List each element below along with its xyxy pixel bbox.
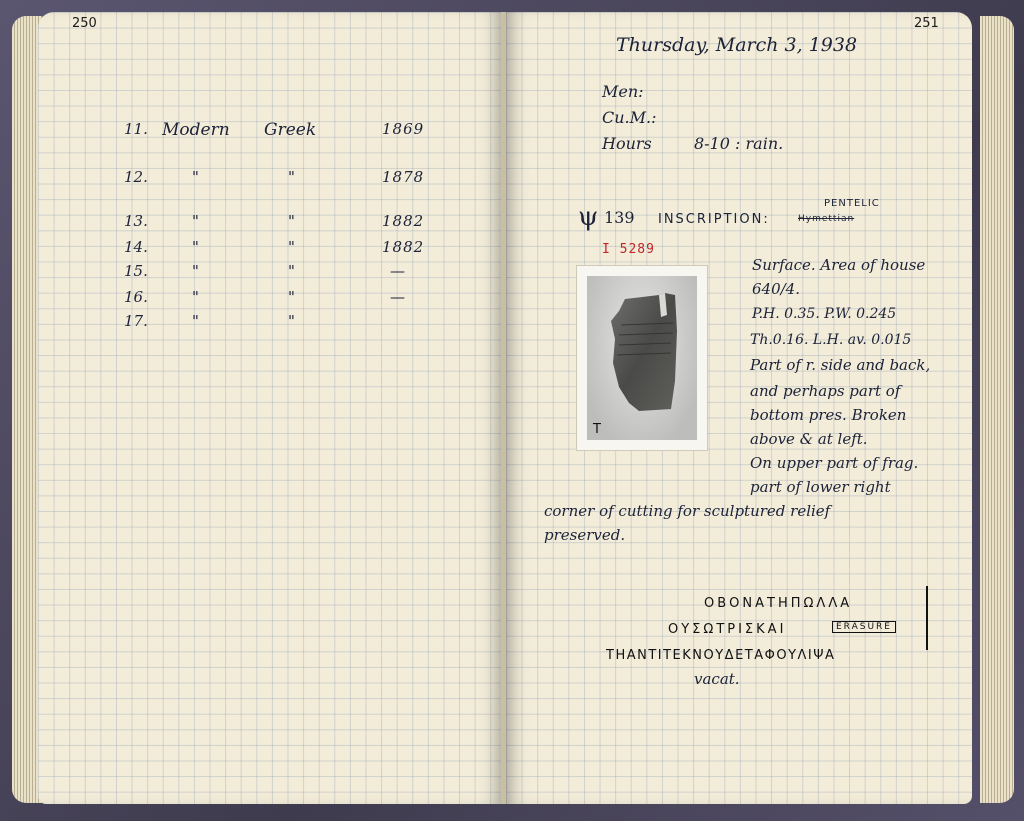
ditto-mark: " bbox=[288, 262, 295, 280]
material: PENTELIC bbox=[824, 198, 880, 209]
vacat-note: vacat. bbox=[694, 670, 740, 688]
row-number: 13. bbox=[124, 212, 148, 230]
ditto-mark: " bbox=[192, 168, 199, 186]
row-number: 12. bbox=[124, 168, 148, 186]
row-name-2: Greek bbox=[264, 120, 317, 140]
psi-symbol: ψ bbox=[578, 202, 599, 232]
description-line: 640/4. bbox=[752, 280, 800, 298]
ditto-mark: " bbox=[192, 262, 199, 280]
ditto-mark: " bbox=[288, 238, 295, 256]
row-number: 16. bbox=[124, 288, 148, 306]
description-line: bottom pres. Broken bbox=[750, 406, 907, 424]
page-number-left: 250 bbox=[72, 16, 97, 31]
ditto-mark: " bbox=[288, 168, 295, 186]
description-line: P.H. 0.35. P.W. 0.245 bbox=[752, 306, 897, 322]
stone-fragment-icon bbox=[609, 291, 679, 413]
description-line: and perhaps part of bbox=[750, 382, 901, 400]
hours-value: 8-10 : rain. bbox=[694, 134, 784, 153]
inventory-number: I 5289 bbox=[602, 242, 655, 257]
hours-label: Hours bbox=[602, 134, 652, 153]
table-row bbox=[38, 262, 502, 286]
description-line: above & at left. bbox=[750, 430, 868, 448]
ditto-mark: " bbox=[192, 312, 199, 330]
description-line: part of lower right bbox=[750, 478, 891, 496]
text-bracket bbox=[922, 586, 928, 650]
table-row bbox=[38, 238, 502, 262]
ditto-mark: " bbox=[288, 288, 295, 306]
description-line: Th.0.16. L.H. av. 0.015 bbox=[750, 332, 912, 348]
description-line: corner of cutting for sculptured relief bbox=[544, 502, 831, 520]
ditto-mark: " bbox=[192, 238, 199, 256]
description-line: Part of r. side and back, bbox=[750, 356, 931, 374]
greek-line-2: ΟΥΣΩΤΡΙΣΚΑΙ bbox=[668, 622, 787, 637]
description-line: preserved. bbox=[544, 526, 626, 544]
entry-date: Thursday, March 3, 1938 bbox=[616, 34, 858, 56]
entry-number: 139 bbox=[604, 208, 635, 227]
row-year: 1869 bbox=[382, 120, 425, 138]
row-year: 1882 bbox=[382, 212, 425, 230]
fragment-photograph bbox=[576, 265, 708, 451]
table-row bbox=[38, 312, 502, 336]
table-row bbox=[38, 288, 502, 312]
row-year: 1878 bbox=[382, 168, 425, 186]
row-number: 14. bbox=[124, 238, 148, 256]
description-line: On upper part of frag. bbox=[750, 454, 919, 472]
entry-type: INSCRIPTION: bbox=[658, 212, 770, 227]
page-number-right: 251 bbox=[914, 16, 939, 31]
left-page bbox=[38, 12, 502, 804]
table-row bbox=[38, 212, 502, 236]
ditto-mark: " bbox=[288, 212, 295, 230]
row-name: Modern bbox=[162, 120, 230, 140]
struck-word: Hymettian bbox=[798, 214, 855, 224]
row-year: — bbox=[390, 262, 406, 280]
men-label: Men: bbox=[602, 82, 644, 101]
photo-scale-label: T bbox=[593, 422, 601, 437]
photo-background bbox=[587, 276, 697, 440]
erasure-box: ERASURE bbox=[832, 621, 896, 633]
greek-line-1: ΟΒΟΝΑΤΗΠΩΛΛΑ bbox=[704, 596, 853, 611]
ditto-mark: " bbox=[192, 288, 199, 306]
row-number: 17. bbox=[124, 312, 148, 330]
description-line: Surface. Area of house bbox=[752, 256, 926, 274]
row-number: 15. bbox=[124, 262, 148, 280]
greek-line-3: ΤΗΑΝΤΙΤΕΚΝΟΥΔΕΤΑΦΟΥΛΙΨΑ bbox=[606, 648, 836, 663]
table-row bbox=[38, 120, 502, 144]
row-number: 11. bbox=[124, 120, 148, 138]
cubic-meters-label: Cu.M.: bbox=[602, 108, 657, 127]
row-year: 1882 bbox=[382, 238, 425, 256]
page-stack-right bbox=[980, 16, 1014, 803]
ditto-mark: " bbox=[288, 312, 295, 330]
row-year: — bbox=[390, 288, 406, 306]
table-row bbox=[38, 168, 502, 192]
ditto-mark: " bbox=[192, 212, 199, 230]
